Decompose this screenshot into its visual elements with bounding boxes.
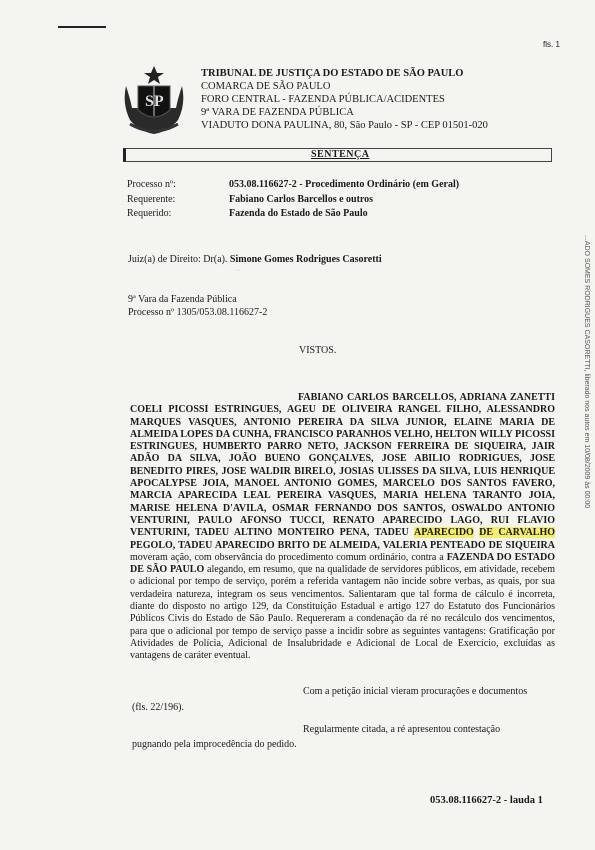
court-foro: FORO CENTRAL - FAZENDA PÚBLICA/ACIDENTES [201, 94, 445, 105]
court-vara: 9ª VARA DE FAZENDA PÚBLICA [201, 107, 354, 118]
processo-value: 053.08.116627-2 - Procedimento Ordinário (em Geral) [229, 179, 460, 190]
requerente-value: Fabiano Carlos Barcellos e outros [229, 194, 374, 205]
judge-line [128, 254, 382, 265]
highlight-aparecido: APARECIDO [414, 527, 474, 539]
plaintiffs-a: FABIANO CARLOS BARCELLOS, ADRIANA ZANETTI COELI PICOSSI ESTRINGUES, AGEU DE OLIVEIRA RANGEL FILHO, ALESSANDRO MARQUES VASQUES, ANTONIO PEREIRA DA SILVA JUNIOR, ELAINE MARIA DE ALMEIDA LOPES DA CUNHA, FRANCISCO PARANHOS VELHO, HELTON WILLY PICOSSI ESTRINGUES, HUMBERTO PARRO NETO, JACKSON FERREIRA DE SIQUEIRA, JAIR ADÃO DA SILVA, JOÃO BUENO GONÇALVES, JOSE ABILIO RODRIGUES, JOSE BENEDITO PIRES, JOSE WALDIR BIRELO, JOSIAS ULISSES DA SILVA, LUIS HENRIQUE APOCALYPSE JOIA, MANOEL ANTONIO GOMES, MARCELO DOS SANTOS FAVERO, MARCIA APARECIDA LEAL PEREIRA VASQUES, MARIA HELENA TARANTO JOIA, MARISE HELENA D'AVILA, OSMAR FERNANDO DOS SANTOS, OSWALDO ANTONIO VENTURINI, PAULO AFONSO TUCCI, RENATO APARECIDO LAGO, RUI FLAVIO VENTURINI, TADEU ALTINO MONTEIRO PENA, TADEU [130, 392, 555, 539]
requerente-label: Requerente: [127, 194, 176, 205]
vistos-heading: VISTOS. [299, 345, 337, 356]
court-comarca: COMARCA DE SÃO PAULO [201, 81, 331, 92]
court-name: TRIBUNAL DE JUSTIÇA DO ESTADO DE SÃO PAULO [201, 68, 464, 79]
scan-smudge: ·​· [236, 268, 240, 274]
plaintiffs-b: PEGOLO, TADEU APARECIDO BRITO DE ALMEIDA, VALERIA PENTEADO DE SIQUEIRA [130, 539, 555, 551]
vara-line: 9ª Vara da Fazenda Pública [128, 294, 237, 305]
document-title: SENTENÇA [311, 149, 370, 160]
body-text [130, 392, 555, 663]
page-footer: 053.08.116627-2 - lauda 1 [430, 795, 543, 806]
paragraph-3-cont: pugnando pela improcedência do pedido. [132, 739, 297, 750]
paragraph-2-ref: (fls. 22/196). [132, 702, 184, 713]
svg-text:SP: SP [145, 93, 164, 110]
defendant-name: FAZENDA DO ESTADO DE SÃO PAULO [130, 551, 556, 576]
requerido-value: Fazenda do Estado de São Paulo [229, 208, 368, 219]
highlight-de-carvalho: DE CARVALHO [479, 527, 556, 539]
side-stamp [560, 235, 594, 605]
paragraph-3: Regularmente citada, a ré apresentou contestação [303, 724, 501, 735]
side-stamp-text: ...ADO SOMES RODRIGUES CASORETTI, liberado nos autos em 10/08/2009 às 00:00 [583, 235, 590, 509]
title-banner [123, 148, 552, 162]
coat-of-arms-icon [120, 64, 188, 136]
judge-name: Simone Gomes Rodrigues Casoretti [229, 254, 382, 265]
processo-line: Processo nº 1305/053.08.116627-2 [128, 307, 268, 318]
p1-text-a: moveram ação, com observância do procedimento comum ordinário, contra a [130, 551, 444, 563]
p1-text-b: alegando, em resumo, que na qualidade de servidores públicos, em atividade, recebem o adicional por tempo de serviço, porém a referida vantagem não incide sobre verbas, as quais, por sua verdadeira natureza, integram os seus vencimentos. Salientaram que tal forma de cálculo é incorreta, diante do disposto no artigo 129, da Constituição Estadual e artigo 127 do Estatuto dos Funcionários Públicos Civis do Estado de São Paulo. Requereram a condenação da ré no recálculo dos vencimentos, para que o adicional por tempo de serviço passe a incidir sobre as seguintes vantagens: Gratificação por Atividades de Polícia, Adicional de Insalubridade e Adicional de Local de Exercício, excluídas as vantagens de caráter eventual. [130, 564, 555, 662]
judge-prefix: Juiz(a) de Direito: Dr(a). [128, 254, 228, 265]
court-address: VIADUTO DONA PAULINA, 80, São Paulo - SP - CEP 01501-020 [201, 120, 488, 131]
paragraph-2: Com a petição inicial vieram procurações e documentos [303, 686, 528, 697]
processo-label: Processo nº: [127, 179, 176, 190]
court-header [201, 67, 488, 132]
page-number: fls. 1 [543, 40, 560, 49]
requerido-label: Requerido: [127, 208, 172, 219]
top-dash-mark [58, 26, 106, 28]
